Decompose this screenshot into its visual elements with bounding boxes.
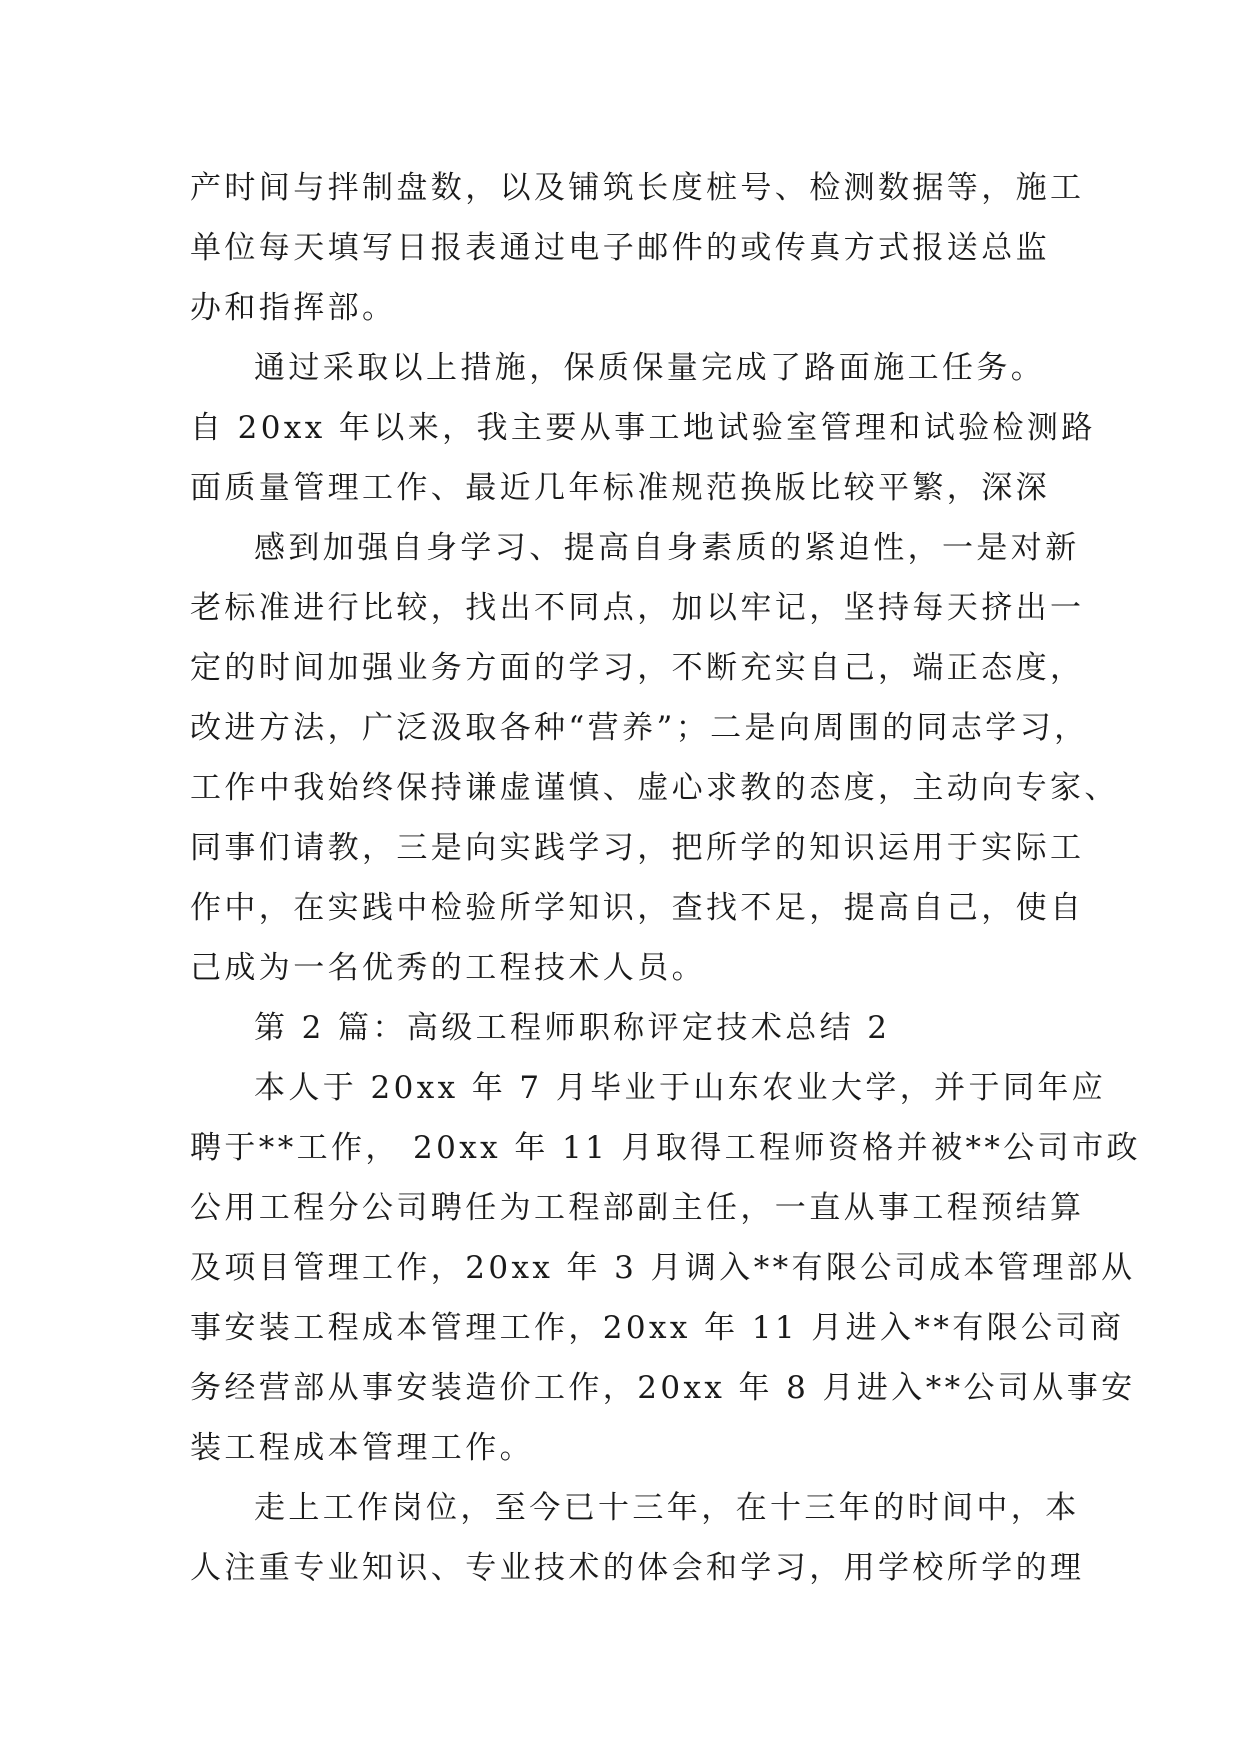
text-line: 装工程成本管理工作。	[190, 1430, 534, 1466]
text-line: 同事们请教，三是向实践学习，把所学的知识运用于实际工	[190, 830, 1085, 866]
text-line: 改进方法，广泛汲取各种“营养”；二是向周围的同志学习，	[190, 710, 1089, 746]
text-line: 产时间与拌制盘数，以及铺筑长度桩号、检测数据等，施工	[190, 170, 1085, 206]
section-title: 第 2 篇：高级工程师职称评定技术总结 2	[254, 1010, 891, 1046]
text-line: 走上工作岗位，至今已十三年，在十三年的时间中，本	[254, 1490, 1080, 1526]
paragraph-self-study	[190, 518, 1119, 998]
paragraph-daily-report	[190, 158, 1085, 338]
text-line: 老标准进行比较，找出不同点，加以牢记，坚持每天挤出一	[190, 590, 1085, 626]
text-line: 单位每天填写日报表通过电子邮件的或传真方式报送总监	[190, 230, 1050, 266]
paragraph-thirteen-years	[190, 1478, 1085, 1598]
text-line: 办和指挥部。	[190, 290, 397, 326]
text-line: 定的时间加强业务方面的学习，不断充实自己，端正态度，	[190, 650, 1085, 686]
text-line: 自 20xx 年以来，我主要从事工地试验室管理和试验检测路	[190, 410, 1096, 446]
text-line: 本人于 20xx 年 7 月毕业于山东农业大学，并于同年应	[254, 1070, 1107, 1106]
text-line: 人注重专业知识、专业技术的体会和学习，用学校所学的理	[190, 1550, 1085, 1586]
text-line: 作中，在实践中检验所学知识，查找不足，提高自己，使自	[190, 890, 1085, 926]
paragraph-measures	[190, 338, 1096, 518]
text-line: 事安装工程成本管理工作，20xx 年 11 月进入**有限公司商	[190, 1310, 1125, 1346]
text-line: 及项目管理工作，20xx 年 3 月调入**有限公司成本管理部从	[190, 1250, 1136, 1286]
document-body	[190, 158, 1141, 1598]
paragraph-career-history	[190, 1058, 1141, 1478]
text-line: 公用工程分公司聘任为工程部副主任，一直从事工程预结算	[190, 1190, 1085, 1226]
text-line: 感到加强自身学习、提高自身素质的紧迫性，一是对新	[254, 530, 1080, 566]
text-line: 己成为一名优秀的工程技术人员。	[190, 950, 706, 986]
text-line: 务经营部从事安装造价工作，20xx 年 8 月进入**公司从事安	[190, 1370, 1136, 1406]
text-line: 面质量管理工作、最近几年标准规范换版比较平繁，深深	[190, 470, 1050, 506]
section-heading	[190, 998, 1065, 1058]
text-line: 工作中我始终保持谦虚谨慎、虚心求教的态度，主动向专家、	[190, 770, 1119, 806]
text-line: 通过采取以上措施，保质保量完成了路面施工任务。	[254, 350, 1046, 386]
text-line: 聘于**工作， 20xx 年 11 月取得工程师资格并被**公司市政	[190, 1130, 1141, 1166]
